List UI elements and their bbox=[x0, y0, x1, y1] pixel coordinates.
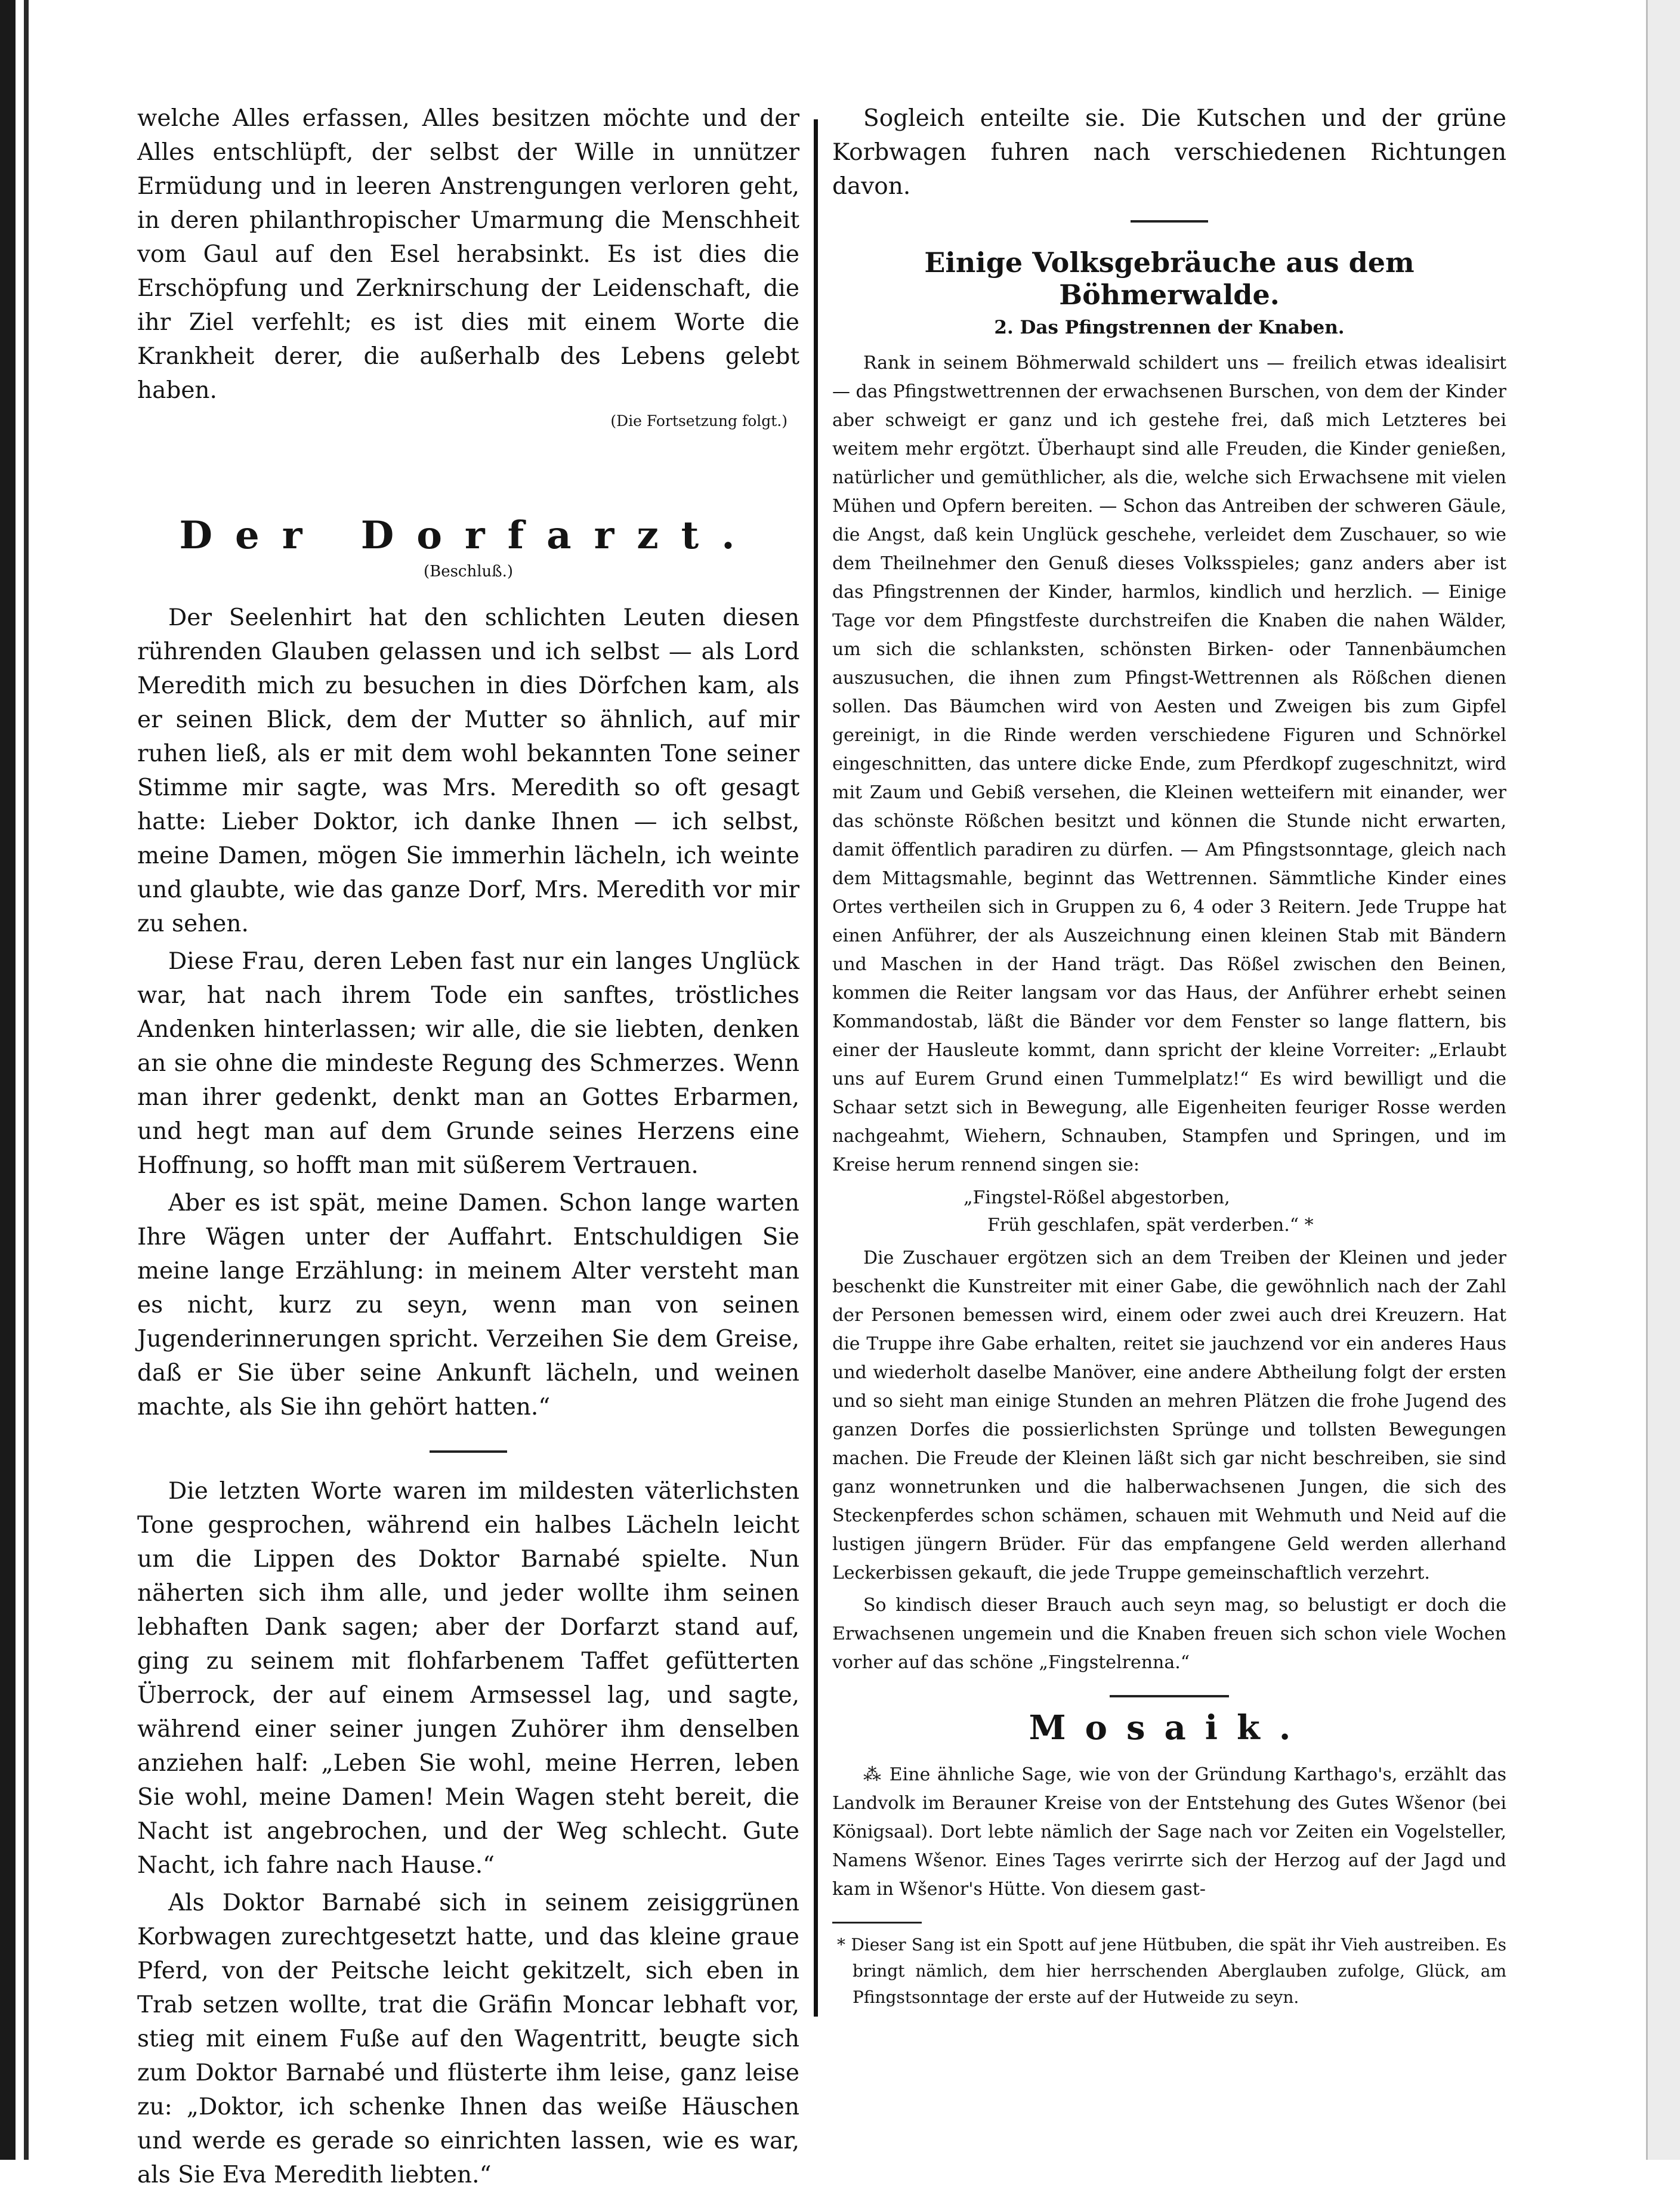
article-paragraph: Rank in seinem Böhmerwald schildert uns — freilich etwas idealisirt — das Pfingstwettrennen der erwachsenen Burschen, von dem der Kinder aber schweigt er ganz und ich gestehe frei, daß mich Letzteres bei weitem mehr ergötzt. Überhaupt sind alle Freuden, die Kinder genießen, natürlicher und gemüthlicher, als die, welche sich Erwachsene mit vielen Mühen und Opfern bereiten. — Schon das Antreiben der schweren Gäule, die Angst, daß kein Unglück geschehe, verleidet dem Zuschauer, so wie dem Theilnehmer den Genuß dieses Volksspieles; ganz anders aber ist das Pfingstrennen der Kinder, harmlos, kindlich und herzlich. — Einige Tage vor dem Pfingstfeste durchstreifen die Knaben die nahen Wälder, um sich die schlanksten, schönsten Birken- oder Tannenbäumchen auszusuchen, die ihnen zum Pfingst-Wettrennen als Rößchen dienen sollen. Das Bäumchen wird von Aesten und Zweigen bis zum Gipfel gereinigt, in die Rinde werden verschiedene Figuren und Schnörkel eingeschnitten, das untere dicke Ende, zum Pferdkopf zugeschnitzt, wird mit Zaum und Gebiß versehen, die Kleinen wetteifern mit einander, wer das schönste Rößchen besitzt und können die Stunde nicht erwarten, damit öffentlich paradiren zu dürfen. — Am Pfingstsonntage, gleich nach dem Mittagsmahle, beginnt das Wettrennen. Sämmtliche Kinder eines Ortes vertheilen sich in Gruppen zu 6, 4 oder 3 Reitern. Jede Truppe hat einen Anführer, der als Auszeichnung einen kleinen Stab mit Bändern und Maschen in der Hand trägt. Das Rößel zwischen den Beinen, kommen die Reiter langsam vor das Haus, der Anführer erhebt seinen Kommandostab, läßt die Bänder vor dem Fenster so lange flattern, bis einer der Hausleute kommt, dann spricht der kleine Vorreiter: „Erlaubt uns auf Eurem Grund einen Tummelplatz!“ Es wird bewilligt und die Schaar setzt sich in Bewegung, alle Eigenheiten feuriger Rosse werden nachgeahmt, Wiehern, Schnauben, Stampfen und Springen, und im Kreise herum rennend singen sie: bbox=[832, 353, 1506, 1175]
mosaik-paragraph: ⁂ Eine ähnliche Sage, wie von der Gründung Karthago's, erzählt das Landvolk im Berauner Kreise von der Entstehung des Gutes Wšenor (bei Königsaal). Dort lebte nämlich der Sage nach vor Zeiten ein Vogelsteller, Namens Wšenor. Eines Tages verirrte sich der Herzog auf der Jagd und kam in Wšenor's Hütte. Von diesem gast- bbox=[832, 1764, 1506, 1900]
section-divider bbox=[1131, 220, 1208, 223]
column-divider bbox=[814, 119, 818, 2017]
section-divider bbox=[430, 1450, 507, 1453]
story-paragraph: Diese Frau, deren Leben fast nur ein langes Unglück war, hat nach ihrem Tode ein sanftes, tröstliches Andenken hinterlassen; wir alle, die sie liebten, denken an sie ohne die mindeste Regung des Schmerzes. Wenn man ihrer gedenkt, denkt man an Gottes Erbarmen, und hegt man auf dem Grunde seines Herzens eine Hoffnung, so hofft man mit süßerem Vertrauen. bbox=[137, 948, 799, 1179]
section-subtitle: 2. Das Pfingstrennen der Knaben. bbox=[994, 317, 1345, 338]
section-title: Einige Volksgebräuche aus dem Böhmerwalde. bbox=[924, 246, 1415, 311]
article-paragraph: So kindisch dieser Brauch auch seyn mag, so belustigt er doch die Erwachsenen ungemein und die Knaben freuen sich schon viele Wochen vorher auf das schöne „Fingstelrenna.“ bbox=[832, 1595, 1506, 1673]
story-paragraph: Aber es ist spät, meine Damen. Schon lange warten Ihre Wägen unter der Auffahrt. Entschuldigen Sie meine lange Erzählung: in meinem Alter versteht man es nicht, kurz zu seyn, wenn man von seinen Jugenderinnerungen spricht. Verzeihen Sie dem Greise, daß er Sie über seine Ankunft lächeln, und weinen machte, als Sie ihn gehört hatten.“ bbox=[137, 1190, 799, 1421]
page-edge-shadow bbox=[0, 0, 16, 2160]
story-subtitle: (Beschluß.) bbox=[423, 563, 514, 581]
verse-line: Früh geschlafen, spät verderben.“ * bbox=[987, 1215, 1314, 1236]
footnote-rule bbox=[832, 1922, 922, 1924]
footnote: * Dieser Sang ist ein Spott auf jene Hütbuben, die spät ihr Vieh austreiben. Es bringt nämlich, dem hier herrschenden Aberglauben zufolge, Glück, am Pfingstsonntage der erste auf der Hutweide zu seyn. bbox=[837, 1935, 1506, 2007]
verse-line: „Fingstel-Rößel abgestorben, bbox=[963, 1187, 1230, 1208]
page-edge-line bbox=[24, 0, 29, 2160]
story-paragraph: Die letzten Worte waren im mildesten väterlichsten Tone gesprochen, während ein halbes Lächeln leicht um die Lippen des Doktor Barnabé spielte. Nun näherten sich ihm alle, und jeder wollte ihm seinen lebhaften Dank sagen; aber der Dorfarzt stand auf, ging zu seinem mit flohfarbenem Taffet gefütterten Überrock, der auf einem Armsessel lag, und sagte, während einer seiner jungen Zuhörer ihm denselben anziehen half: „Leben Sie wohl, meine Herren, leben Sie wohl, meine Damen! Mein Wagen steht bereit, die Nacht ist angebrochen, und der Weg schlecht. Gute Nacht, ich fahre nach Hause.“ bbox=[137, 1478, 799, 1879]
mosaik-title: Mosaik. bbox=[1029, 1708, 1310, 1748]
intro-paragraph: welche Alles erfassen, Alles besitzen möchte und der Alles entschlüpft, der selbst der Wille in unnützer Ermüdung und in leeren Anstrengungen verloren geht, in deren philanthropischer Umarmung die Menschheit vom Gaul auf den Esel herabsinkt. Es ist dies die Erschöpfung und Zerknirschung der Leidenschaft, die ihr Ziel verfehlt; es ist dies mit einem Worte die Krankheit derer, die außerhalb des Lebens gelebt haben. bbox=[137, 105, 799, 404]
left-column bbox=[137, 101, 799, 2192]
right-column bbox=[832, 101, 1506, 2011]
article-paragraph: Die Zuschauer ergötzen sich an dem Treiben der Kleinen und jeder beschenkt die Kunstreiter mit einer Gabe, die gewöhnlich nach der Zahl der Personen bemessen wird, einem oder zwei auch drei Kreuzern. Hat die Truppe ihre Gabe erhalten, reitet sie jauchzend vor ein anderes Haus und wiederholt daselbe Manöver, eine andere Abtheilung folgt der ersten und so sieht man einige Stunden an mehren Plätzen die frohe Jugend des ganzen Dorfes die possierlichsten Sprünge und tollsten Bewegungen machen. Die Freude der Kleinen läßt sich gar nicht beschreiben, sie sind ganz wonnetrunken und die halberwachsenen Jungen, die sich des Steckenpferdes schon schämen, schauen mit Wehmuth und Neid auf die lustigen jüngern Brüder. Für das empfangene Geld werden allerhand Leckerbissen gekauft, die jede Truppe gemeinschaftlich verzehrt. bbox=[832, 1248, 1506, 1583]
story-paragraph: Der Seelenhirt hat den schlichten Leuten diesen rührenden Glauben gelassen und ich selbst — als Lord Meredith mich zu besuchen in dies Dörfchen kam, als er seinen Blick, dem der Mutter so ähnlich, auf mir ruhen ließ, als er mit dem wohl bekannten Tone seiner Stimme mir sagte, was Mrs. Meredith so oft gesagt hatte: Lieber Doktor, ich danke Ihnen — ich selbst, meine Damen, mögen Sie immerhin lächeln, ich weinte und glaubte, wie das ganze Dorf, Mrs. Meredith vor mir zu sehen. bbox=[137, 604, 799, 937]
section-divider bbox=[1110, 1695, 1229, 1697]
story-title: Der Dorfarzt. bbox=[179, 513, 758, 558]
continued-note: (Die Fortsetzung folgt.) bbox=[610, 412, 788, 430]
page-edge-right bbox=[1646, 0, 1680, 2160]
story-paragraph: Als Doktor Barnabé sich in seinem zeisiggrünen Korbwagen zurechtgesetzt hatte, und das kleine graue Pferd, von der Peitsche leicht gekitzelt, sich eben in Trab setzen wollte, trat die Gräfin Moncar lebhaft vor, stieg mit einem Fuße auf den Wagentritt, beugte sich zum Doktor Barnabé und flüsterte ihm leise, ganz leise zu: „Doktor, ich schenke Ihnen das weiße Häuschen und werde es gerade so einrichten lassen, wie es war, als Sie Eva Meredith liebten.“ bbox=[137, 1890, 799, 2188]
opening-paragraph: Sogleich enteilte sie. Die Kutschen und der grüne Korbwagen fuhren nach verschiedenen Richtungen davon. bbox=[832, 105, 1506, 200]
